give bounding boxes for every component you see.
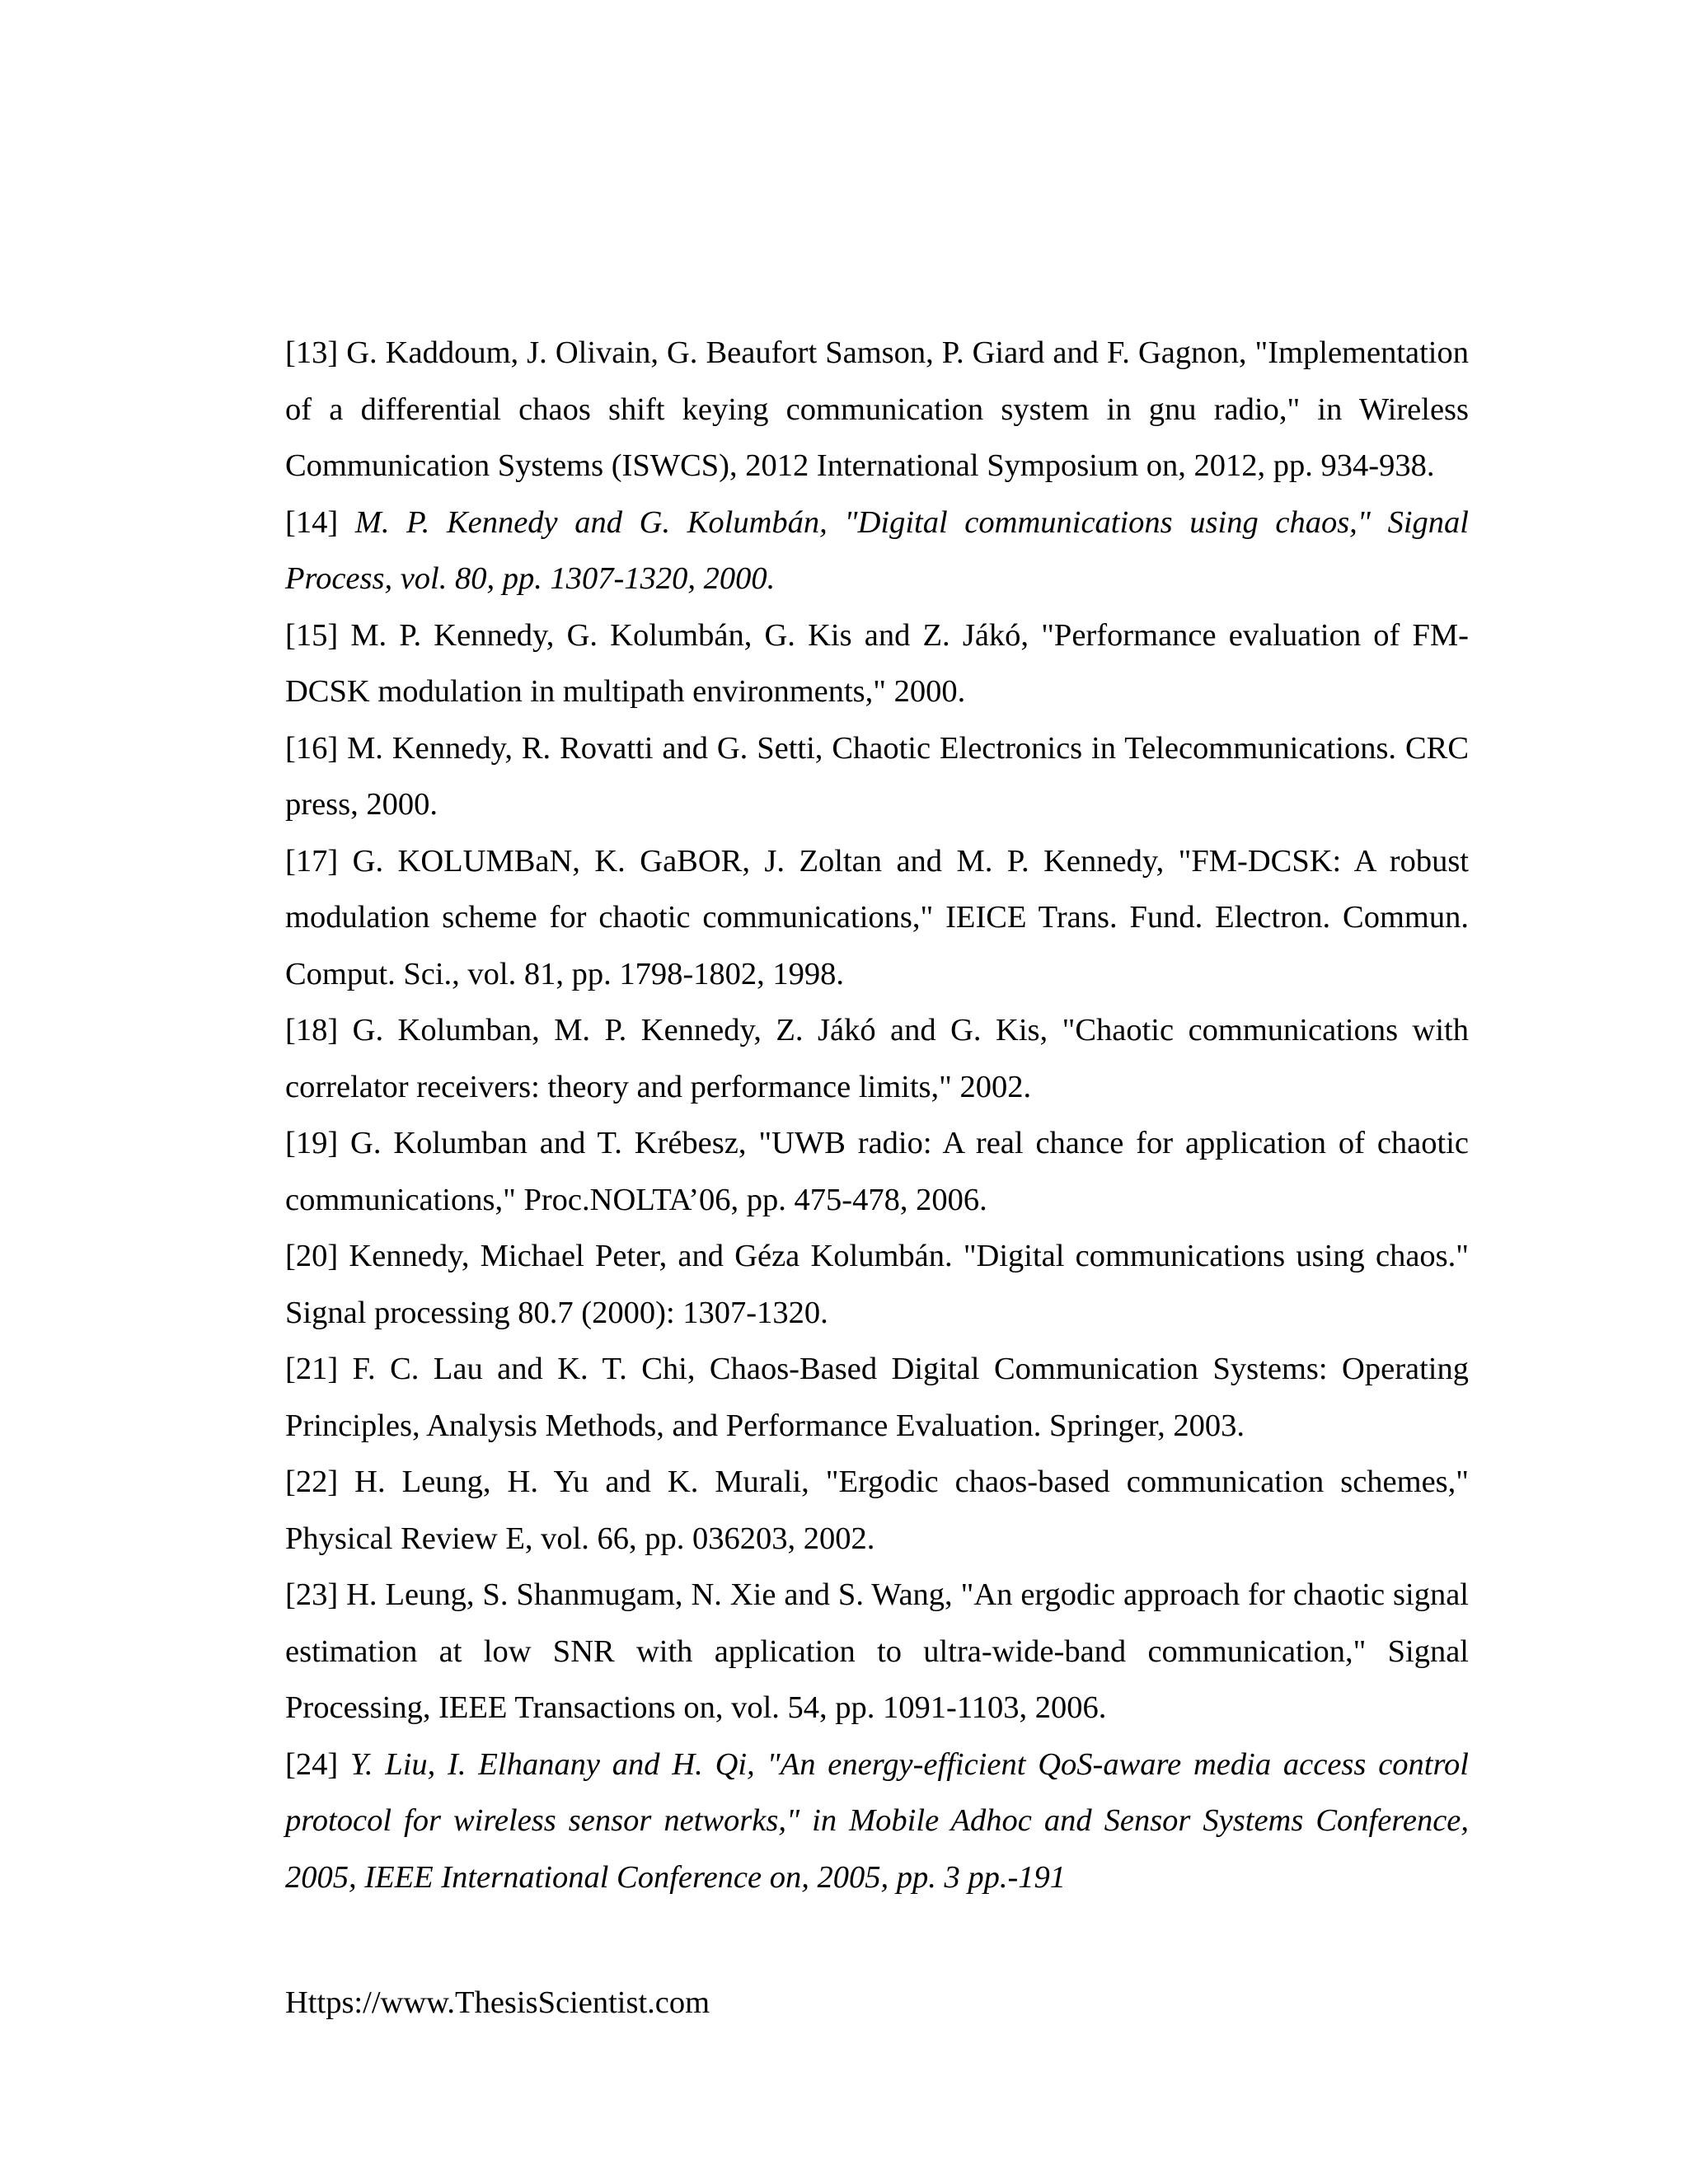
reference-text: H. Leung, S. Shanmugam, N. Xie and S. Wang, "An ergodic approach for chaotic signal estimation at low SNR with application to ultra-wide-band communication," Signal Processing, IEEE Transactions on, vol. 54, pp. 1091-1103, 2006. — [285, 1577, 1469, 1725]
reference-item-14 — [285, 494, 1469, 607]
reference-item-20 — [285, 1228, 1469, 1341]
reference-text: H. Leung, H. Yu and K. Murali, "Ergodic chaos-based communication schemes," Physical Review E, vol. 66, pp. 036203, 2002. — [285, 1465, 1470, 1556]
reference-item-19 — [285, 1115, 1469, 1228]
reference-item-17 — [285, 833, 1469, 1003]
reference-number: [16] — [285, 730, 339, 766]
reference-item-16 — [285, 720, 1469, 833]
reference-number: [14] — [285, 504, 339, 540]
reference-number: [15] — [285, 617, 339, 653]
reference-text: G. Kolumban and T. Krébesz, "UWB radio: A real chance for application of chaotic communications," Proc.NOLTA’06, pp. 475-478, 2006. — [285, 1126, 1470, 1217]
reference-list — [285, 325, 1469, 1905]
reference-text: F. C. Lau and K. T. Chi, Chaos-Based Digital Communication Systems: Operating Principles, Analysis Methods, and Performance Evaluation. Springer, 2003. — [285, 1352, 1469, 1443]
reference-text: Kennedy, Michael Peter, and Géza Kolumbán. "Digital communications using chaos." Signal processing 80.7 (2000): 1307-1320. — [285, 1239, 1469, 1330]
reference-item-18 — [285, 1002, 1469, 1115]
reference-number: [23] — [285, 1577, 339, 1612]
reference-text: G. Kaddoum, J. Olivain, G. Beaufort Samson, P. Giard and F. Gagnon, "Implementation of a differential chaos shift keying communication system in gnu radio," in Wireless Communication Systems (ISWCS), 2012 International Symposium on, 2012, pp. 934-938. — [285, 335, 1470, 483]
reference-text: G. Kolumban, M. P. Kennedy, Z. Jákó and G. Kis, "Chaotic communications with correlator receivers: theory and performance limits," 2002. — [285, 1013, 1469, 1104]
reference-number: [18] — [285, 1013, 339, 1047]
reference-item-22 — [285, 1454, 1469, 1567]
reference-number: [20] — [285, 1239, 339, 1273]
reference-number: [24] — [285, 1746, 339, 1782]
reference-item-23 — [285, 1567, 1469, 1736]
footer-url: Https://www.ThesisScientist.com — [285, 1985, 710, 2020]
reference-item-21 — [285, 1341, 1469, 1454]
reference-number: [13] — [285, 335, 339, 370]
reference-number: [21] — [285, 1352, 339, 1386]
reference-text: M. Kennedy, R. Rovatti and G. Setti, Chaotic Electronics in Telecommunications. CRC press, 2000. — [285, 730, 1470, 822]
reference-text: M. P. Kennedy and G. Kolumbán, "Digital communications using chaos," Signal Process, vol. 80, pp. 1307-1320, 2000. — [285, 504, 1469, 596]
reference-number: [19] — [285, 1126, 339, 1160]
reference-text: G. KOLUMBaN, K. GaBOR, J. Zoltan and M. P. Kennedy, "FM-DCSK: A robust modulation scheme for chaotic communications," IEICE Trans. Fund. Electron. Commun. Comput. Sci., vol. 81, pp. 1798-1802, 1998. — [285, 843, 1470, 991]
reference-text: Y. Liu, I. Elhanany and H. Qi, "An energy-efficient QoS-aware media access control protocol for wireless sensor networks," in Mobile Adhoc and Sensor Systems Conference, 2005, IEEE International Conference on, 2005, pp. 3 pp.-191 — [285, 1746, 1469, 1895]
reference-number: [22] — [285, 1465, 339, 1499]
reference-text: M. P. Kennedy, G. Kolumbán, G. Kis and Z. Jákó, "Performance evaluation of FM-DCSK modulation in multipath environments," 2000. — [285, 617, 1469, 709]
reference-item-24 — [285, 1736, 1469, 1906]
reference-number: [17] — [285, 843, 339, 879]
reference-item-15 — [285, 607, 1469, 720]
reference-item-13 — [285, 325, 1469, 494]
